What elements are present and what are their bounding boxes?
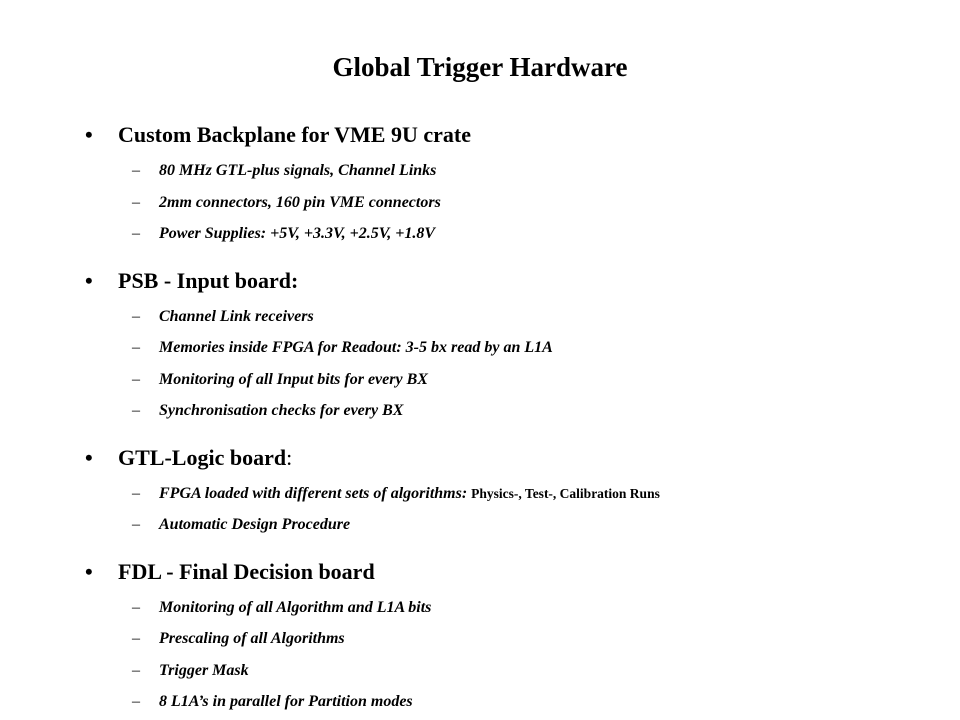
- sub-item-text: 2mm connectors, 160 pin VME connectors: [159, 193, 441, 211]
- dash-icon: –: [132, 693, 140, 710]
- sub-item: [85, 623, 945, 655]
- dash-icon: –: [132, 193, 140, 211]
- sub-item: [85, 218, 945, 250]
- sub-list: [85, 592, 945, 718]
- sub-item-text: Automatic Design Procedure: [159, 516, 351, 533]
- sub-item: [85, 395, 945, 427]
- sub-item: [85, 332, 945, 364]
- sub-item-text: Prescaling of all Algorithms: [159, 630, 345, 647]
- sub-item-text: 8 L1A’s in parallel for Partition modes: [159, 693, 413, 710]
- sub-item: [85, 187, 945, 219]
- dash-icon: –: [132, 630, 140, 647]
- sub-list: [85, 301, 945, 427]
- sub-item-text: FPGA loaded with different sets of algorithms:: [159, 484, 472, 502]
- sub-item: [85, 509, 945, 541]
- dash-icon: –: [132, 225, 140, 242]
- sub-item-text: Memories inside FPGA for Readout: 3-5 bx read by an L1A: [159, 339, 553, 356]
- bullet-icon: •: [85, 122, 93, 147]
- bullet-heading: [85, 440, 945, 476]
- dash-icon: –: [132, 661, 140, 679]
- heading-text: PSB - Input board:: [118, 267, 299, 293]
- sub-item: [85, 592, 945, 624]
- bullet-heading: [85, 554, 945, 590]
- sub-item: [85, 364, 945, 396]
- sub-list: [85, 155, 945, 250]
- dash-icon: –: [132, 162, 140, 179]
- dash-icon: –: [132, 402, 140, 419]
- heading-text: FDL - Final Decision board: [118, 558, 375, 584]
- sub-item-text: Power Supplies: +5V, +3.3V, +2.5V, +1.8V: [159, 225, 436, 242]
- dash-icon: –: [132, 484, 140, 502]
- sub-item: [85, 155, 945, 187]
- slide-title: Global Trigger Hardware: [332, 52, 628, 82]
- section-gtl-logic: [85, 440, 945, 541]
- dash-icon: –: [132, 370, 140, 388]
- sub-item-text: 80 MHz GTL-plus signals, Channel Links: [159, 162, 437, 179]
- sub-item-text: Trigger Mask: [159, 661, 249, 679]
- sub-item: [85, 686, 945, 718]
- section-psb: [85, 263, 945, 427]
- dash-icon: –: [132, 516, 140, 533]
- sub-item-text: Channel Link receivers: [159, 307, 314, 325]
- sub-item: [85, 478, 945, 510]
- heading-text: GTL-Logic board: [118, 444, 287, 470]
- sub-item: [85, 301, 945, 333]
- bullet-heading: [85, 263, 945, 299]
- dash-icon: –: [132, 339, 140, 356]
- section-backplane: [85, 117, 945, 250]
- sub-item-text: Synchronisation checks for every BX: [159, 402, 404, 419]
- section-fdl: [85, 554, 945, 718]
- sub-list: [85, 478, 945, 541]
- heading-suffix: :: [286, 444, 293, 470]
- sub-item-text: Monitoring of all Input bits for every BX: [159, 370, 428, 388]
- heading-text: Custom Backplane for VME 9U crate: [118, 122, 471, 147]
- dash-icon: –: [132, 307, 140, 325]
- dash-icon: –: [132, 598, 140, 616]
- bullet-icon: •: [85, 267, 93, 293]
- sub-item-text: Monitoring of all Algorithm and L1A bits: [159, 598, 432, 616]
- sub-item-suffix: Physics-, Test-, Calibration Runs: [471, 485, 660, 501]
- bullet-list: [85, 117, 945, 718]
- bullet-icon: •: [85, 558, 93, 584]
- sub-item: [85, 655, 945, 687]
- bullet-icon: •: [85, 444, 93, 470]
- bullet-heading: [85, 117, 945, 153]
